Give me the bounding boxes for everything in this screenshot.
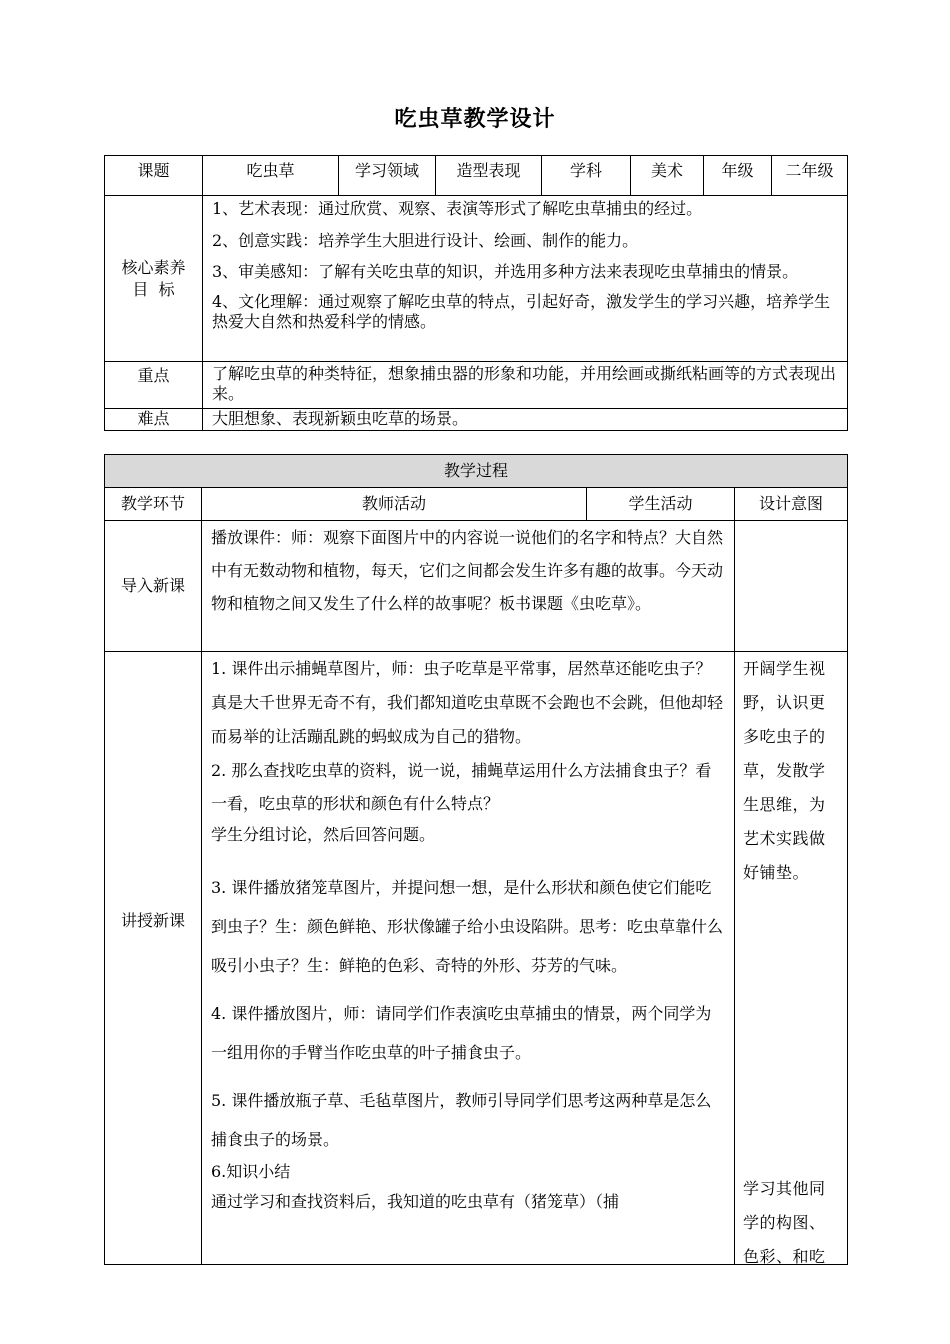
difficulty-label: 难点 [105, 409, 203, 431]
key-point-label: 重点 [105, 362, 203, 409]
page-title: 吃虫草教学设计 [394, 107, 556, 132]
core-goal-item: 3、审美感知：了解有关吃虫草的知识，并选用多种方法来表现吃虫草捕虫的情景。 [212, 262, 799, 281]
process-header: 教学过程 [105, 455, 848, 488]
intro-teacher-activity: 播放课件：师：观察下面图片中的内容说一说他们的名字和特点？大自然中有无数动物和植物，每天，它们之间都会发生许多有趣的故事。今天动物和植物之间又发生了什么样的故事呢？板书课题《虫吃草》。 [202, 521, 735, 652]
lesson-info-table [104, 155, 848, 431]
column-student: 学生活动 [587, 488, 735, 521]
field-label: 学习领域 [339, 156, 436, 196]
lecture-step: 2. 那么查找吃虫草的资料，说一说，捕蝇草运用什么方法捕食虫子？看一看，吃虫草的形状和颜色有什么特点？ [211, 761, 712, 813]
core-goal-item: 4、文化理解：通过观察了解吃虫草的特点，引起好奇，激发学生的学习兴趣，培养学生热爱大自然和热爱科学的情感。 [212, 292, 831, 331]
lecture-step: 通过学习和查找资料后，我知道的吃虫草有（猪笼草）（捕 [211, 1192, 620, 1211]
core-goals-label-line2: 目 标 [132, 279, 175, 299]
core-goals-label-line1: 核心素养 [121, 257, 186, 277]
column-teacher: 教师活动 [202, 488, 587, 521]
lecture-step: 3. 课件播放猪笼草图片，并提问想一想，是什么形状和颜色使它们能吃到虫子？生：颜色鲜艳、形状像罐子给小虫设陷阱。思考：吃虫草靠什么吸引小虫子？生：鲜艳的色彩、奇特的外形、芬芳的气味。 [211, 878, 724, 975]
grade-label: 年级 [704, 156, 772, 196]
subject-value: 美术 [631, 156, 704, 196]
teaching-process-table [104, 454, 848, 1265]
grade-value: 二年级 [772, 156, 848, 196]
lecture-stage: 讲授新课 [105, 652, 202, 1265]
lecture-step: 1. 课件出示捕蝇草图片，师：虫子吃草是平常事，居然草还能吃虫子？真是大千世界无奇不有，我们都知道吃虫草既不会跑也不会跳，但他却轻而易举的让活蹦乱跳的蚂蚁成为自己的猎物。 [211, 659, 724, 746]
lecture-step: 6.知识小结 [211, 1162, 291, 1181]
intro-intent [735, 521, 848, 652]
column-intent: 设计意图 [735, 488, 848, 521]
subject-label: 学科 [542, 156, 631, 196]
core-goal-item: 1、艺术表现：通过欣赏、观察、表演等形式了解吃虫草捕虫的经过。 [212, 199, 703, 218]
core-goal-item: 2、创意实践：培养学生大胆进行设计、绘画、制作的能力。 [212, 231, 639, 250]
core-goals-content [203, 196, 848, 362]
lecture-step: 5. 课件播放瓶子草、毛毡草图片，教师引导同学们思考这两种草是怎么捕食虫子的场景。 [211, 1091, 712, 1149]
topic-label: 课题 [105, 156, 203, 196]
lecture-intent [735, 652, 848, 1265]
lecture-step: 学生分组讨论，然后回答问题。 [211, 825, 436, 844]
topic-value: 吃虫草 [203, 156, 339, 196]
intro-stage: 导入新课 [105, 521, 202, 652]
lecture-intent-2: 学习其他同学的构图、色彩、和吃 [743, 1179, 826, 1266]
core-goals-label [105, 196, 203, 362]
key-point-value: 了解吃虫草的种类特征，想象捕虫器的形象和功能，并用绘画或撕纸粘画等的方式表现出来。 [203, 362, 848, 409]
difficulty-value: 大胆想象、表现新颖虫吃草的场景。 [203, 409, 848, 431]
lecture-intent-1: 开阔学生视野，认识更多吃虫子的草，发散学生思维，为艺术实践做好铺垫。 [743, 659, 826, 882]
lecture-step: 4. 课件播放图片，师：请同学们作表演吃虫草捕虫的情景，两个同学为一组用你的手臂当作吃虫草的叶子捕食虫子。 [211, 1004, 712, 1062]
lecture-teacher-activity [202, 652, 735, 1265]
column-stage: 教学环节 [105, 488, 202, 521]
field-value: 造型表现 [436, 156, 542, 196]
